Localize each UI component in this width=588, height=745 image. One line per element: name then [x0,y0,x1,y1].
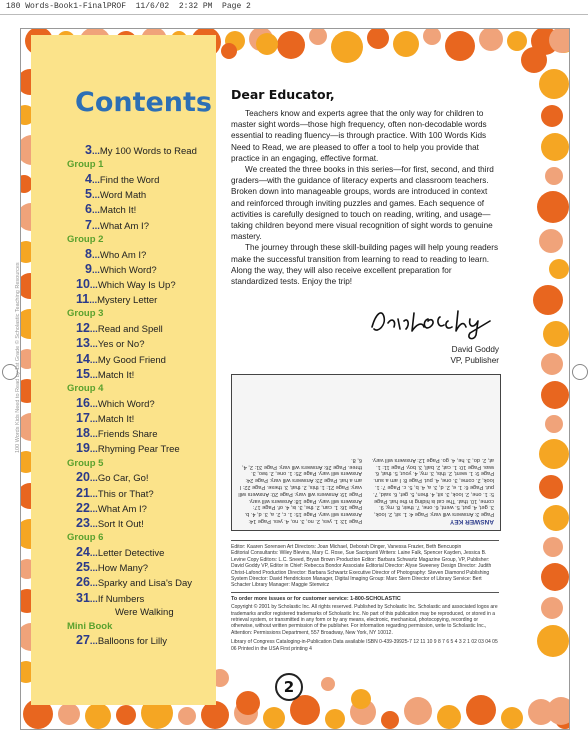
credits-rule [231,540,499,541]
copyright-text: Copyright © 2001 by Scholastic Inc. All rights reserved. Published by Scholastic Inc. Scholastic and associated logos are trademarks and/or registered trademarks of Scholastic Inc. No part of this publication may be reproduced, or stored in a retrieval system, or transmitted in any form or by any means, electronic, mechanical, photocopying, recording or otherwise, without written permission of the publisher. For information regarding permission, write to Scholastic Inc., Attention: Permissions Department, 557 Broadway, New York, NY 10012. [231,604,498,636]
decorative-dot [541,563,569,591]
contents-entry [76,470,149,484]
contents-entry [85,143,197,157]
decorative-dot [325,709,345,729]
answer-key-box [231,374,501,531]
contents-leader: ... [91,190,100,202]
contents-leader: ... [89,324,98,336]
contents-entry [76,545,164,559]
decorative-dot [58,703,80,725]
order-line: To order more issues or for customer service: 1-800-SCHOLASTIC [231,595,401,602]
decorative-dot [549,28,570,53]
contents-leader: ... [89,593,98,605]
contents-entry [76,633,167,647]
registration-mark-right [572,364,588,380]
contents-page-number: 20 [76,470,90,485]
decorative-dot [479,28,503,51]
decorative-dot [445,31,475,61]
contents-entry-title: How Many? [97,563,148,575]
contents-entry-title: Match It! [97,414,135,425]
contents-entry-title: Sparky and Lisa's Day [97,578,193,590]
contents-entry-title: Letter Detective [97,548,165,559]
contents-entry [76,426,158,440]
credits-editor: Editor: Kaaren Sorensen Art Directors: Joan Michael, Deborah Dinger, Vanessa Frazier, Beth Bencuopin [231,544,462,550]
answer-key-text: Page 3: Answers will vary. Page 4: 1. sit, 2. look, 3. get, 4. put, 5. went, 6. one, 7. their, 8. my, 9. come, 10. that. The cat is hiding in the hat. Page 5: 1. one, 2. look, 3. sit, 4. then, 5. get, 6. said, 7. put. Page 6: 1. e, 2. d, 3. a, 4. b, 5. c. Page 7: 1. look, 2. come, 3. one, 4. put. Page 8: I am a sun. Page 9: 1. went, 2. this, 3. my, 4. your, 5. that, 6. was. Page 10: 1. cat, 2. ball, 3. boy. Page 11: 1. at, 2. do, 3. he, 4. go. Page 12: Answers will vary. Page 13: 1. yes, 2. no, 3. no, 4. yes. Page 14: Answers will vary. Page 15: 1. c, 2. a, 3. d, 4. b. Page 16: 1. can, 2. the, 3. is, 4. of. Page 17: Answers will vary. Page 18: Answers will vary. Page 19: Answers will vary. Page 20: Answers will vary. Page 21: 1. this, 2. that, 3. these. Page 22: I am a hat. Page 23: Answers will vary. Page 24: Answers will vary. Page 25: 1. one, 2. two, 3. three. Page 26: Answers will vary. Page 31: 2, 4, 6, 8. [238,456,494,524]
contents-entry [76,336,144,350]
decorative-dot [236,691,260,715]
contents-page-number: 12 [76,321,90,336]
page-number: 2 [275,673,303,701]
contents-entry-title: Friends Share [97,429,158,441]
contents-page-number: 5 [85,187,92,202]
contents-entry [76,411,134,425]
contents-leader: ... [89,548,98,559]
contents-page-number: 24 [76,545,90,559]
decorative-dot [549,259,569,279]
contents-entry-title: Match It! [97,369,135,381]
decorative-dot [381,711,399,729]
credits-editorial: Editorial Consultants: Wiley Blevins, Mary C. Rose, Sue Sacripanti Writers: Laine Falk, Spencer Kayden, Jessica B. Levine Copy Editors: L.C. Sneed, Bryan Brown Production Editor: Barbara Schwartz Magazine Group, VP, Publisher: David Goddy VP, Editor in Chief: Rebecca Bondor Associate Editorial Director: Alyse Sweeney Design Director: Judith Christ-Lafond Production Director: Barbara Schwartz Executive Director of Photography: Steven Diamond Publishing System Director: David Hendrickson Manager, Digital Imaging Group: Marc Stern Director of Library Service: Bert Schacter Library Manager: Maggie Stenwicz [231,550,492,589]
contents-page-number: 6 [85,202,92,217]
side-slug: 100 Words Kids Need to Read by 1st Grade © Scholastic Teaching Resources [15,262,21,453]
contents-page-number: 11 [76,292,90,307]
header-rule [0,14,588,15]
contents-entry [85,262,157,276]
printing-info: Library of Congress Cataloging-in-Publication Data available ISBN 0-439-39925-7 12 11 10 9 8 7 6 5 4 3 2 1 02 03 04 05 06 Printed in the USA First printing 4 [231,639,498,652]
decorative-dot [404,697,432,725]
contents-leader: ... [89,398,98,410]
contents-entry-title: What Am I? [97,503,147,515]
contents-leader: ... [91,175,100,186]
contents-entry-title: Yes or No? [97,339,145,351]
contents-leader: ... [89,473,98,485]
contents-leader: ... [89,578,98,590]
contents-group-heading: Mini Book [67,620,113,632]
contents-page-number: 25 [76,560,90,575]
contents-page-number: 31 [76,590,90,605]
contents-entry [76,441,180,455]
decorative-dot [116,705,136,725]
decorative-dot [539,229,563,253]
contents-entry-title: Go Car, Go! [97,473,149,485]
answer-key-upside-down [238,381,494,524]
contents-entry-title: Which Word? [99,264,157,276]
decorative-dot [393,31,419,57]
contents-entry-title: Read and Spell [97,324,163,336]
contents-entry [76,352,166,366]
signature-name: David Goddy [451,345,499,354]
contents-entry-title: Find the Word [99,175,160,186]
contents-page-number: 21 [76,485,90,500]
contents-entry [76,575,192,589]
decorative-dot [545,167,563,185]
contents-page-number: 7 [85,217,92,232]
contents-page-number: 26 [76,575,90,590]
contents-entry [85,172,159,186]
contents-entry-title: My 100 Words to Read [99,146,197,157]
signature-block [401,345,499,366]
contents-entry [85,218,149,232]
credits-rule [231,592,499,593]
contents-page-number: 27 [76,633,90,648]
contents-entry-title: Balloons for Lilly [97,636,167,648]
decorative-dot [331,31,363,63]
decorative-dot [221,43,237,59]
contents-entry [76,277,176,291]
contents-entry [76,516,144,530]
decorative-dot [537,625,569,657]
contents-entry [76,292,157,306]
contents-entry-title: Match It! [99,205,137,217]
contents-leader: ... [89,339,98,351]
contents-leader: ... [89,444,98,456]
credits-block [231,537,499,652]
decorative-dot [547,697,570,725]
decorative-dot [541,353,563,375]
contents-leader: ... [89,414,98,425]
decorative-dot [309,28,327,45]
contents-leader: ... [91,264,100,276]
letter-paragraph: The journey through these skill-building pages will help young readers make the successful transition from learning to read to reading to learn. Along the way, they will also receive excellent preparation for standardized tests. Enjoy the trip! [231,243,499,287]
contents-page-number: 13 [76,336,90,351]
decorative-dot [256,33,278,55]
contents-page-number: 16 [76,395,90,410]
contents-page-number: 19 [76,441,90,456]
contents-page-number: 22 [76,500,90,515]
contents-entry [85,247,146,261]
contents-leader: ... [89,280,98,291]
contents-leader: ... [91,249,100,261]
contents-entry-title: This or That? [97,488,154,500]
contents-entry [85,187,146,201]
contents-leader: ... [89,636,98,648]
contents-entry [76,321,163,335]
decorative-dot [541,381,569,409]
decorative-dot [367,28,389,49]
contents-page-number: 15 [76,366,90,381]
contents-entry-title: Who Am I? [99,249,147,261]
decorative-dot [501,707,523,729]
contents-entry-title: Mystery Letter [97,295,158,307]
decorative-dot [178,707,196,725]
answer-key-heading: ANSWER KEY [449,518,494,525]
contents-panel [31,35,216,705]
contents-entry-title: What Am I? [99,220,149,232]
contents-leader: ... [89,369,98,381]
contents-leader: ... [89,563,98,575]
decorative-dot [543,505,569,531]
contents-leader: ... [91,220,100,232]
contents-leader: ... [89,295,98,307]
contents-page-number: 9 [85,261,92,276]
contents-group-heading: Group 5 [67,457,104,469]
letter [231,87,499,287]
decorative-dot [543,321,569,347]
contents-page-number: 14 [76,351,90,366]
contents-group-heading: Group 6 [67,532,104,544]
signature-role: VP, Publisher [450,355,499,365]
contents-entry-title: If Numbers [97,593,145,605]
decorative-dot [539,475,563,499]
contents-page-number: 10 [76,277,90,291]
decorative-dot [543,537,563,557]
letter-greeting: Dear Educator, [231,87,335,102]
contents-entry-title: Which Way Is Up? [97,280,176,291]
contents-leader: ... [91,205,100,217]
decorative-dot [541,105,563,127]
contents-group-heading: Group 1 [67,159,104,171]
contents-entry [85,202,136,216]
contents-leader: ... [89,429,98,441]
contents-leader: ... [91,146,100,157]
contents-group-heading: Group 2 [67,233,104,245]
decorative-dot [277,31,305,59]
decorative-dot [539,69,569,99]
contents-leader: ... [89,519,98,530]
decorative-dot [423,28,441,45]
contents-entry-title: My Good Friend [97,354,166,366]
decorative-dot [263,707,285,729]
contents-group-heading: Group 3 [67,308,104,320]
contents-entry [76,367,134,381]
contents-entry [76,560,148,574]
decorative-dot [539,439,569,469]
decorative-dot [85,703,111,729]
decorative-dot [541,133,569,161]
decorative-dot [201,701,229,729]
contents-entry [76,396,155,410]
decorative-dot [321,677,335,691]
contents-entry-title: Word Math [99,190,147,202]
decorative-dot [541,597,563,619]
signature-image [366,299,496,343]
contents-page-number: 17 [76,411,90,425]
contents-page-number: 4 [85,172,92,186]
contents-entry-title: Which Word? [97,398,155,410]
contents-entry-continued: Were Walking [115,606,174,618]
contents-entry [76,501,147,515]
contents-entry [76,486,154,500]
document-page [20,28,570,730]
decorative-dot [351,689,371,709]
letter-paragraph: We created the three books in this series—for first, second, and third graders—with the guidance of literacy experts and classroom teachers. Broken down into manageable groups, words are introduced in context and reinforced through inviting puzzles and games. Each sequence of activities is carefully designed to touch on reading, writing, and usage—taking children beyond mere visual recognition of sight words to genuine mastery. [231,165,494,242]
decorative-dot [533,285,563,315]
decorative-dot [521,47,547,73]
contents-leader: ... [89,503,98,515]
decorative-dot [545,415,563,433]
letter-paragraph: Teachers know and experts agree that the only way for children to master sight words—those high frequency, often non-decodable words essential to reading fluency—is through practice. With 100 Words Kids Need to Read, we are pleased to offer a tool to help you provide that practice in an engaging, effective format. [231,109,487,163]
contents-leader: ... [89,354,98,366]
print-header: 180 Words-Book1-FinalPROF 11/6/02 2:32 PM Page 2 [6,2,251,11]
contents-page-number: 23 [76,516,90,530]
decorative-dot [507,31,527,51]
contents-group-heading: Group 4 [67,383,104,394]
contents-page-number: 18 [76,426,90,441]
contents-page-number: 8 [85,246,92,261]
contents-page-number: 3 [85,143,92,157]
contents-entry-title: Sort It Out! [97,519,144,530]
contents-leader: ... [89,488,98,500]
decorative-dot [537,191,569,223]
contents-entry [76,591,144,605]
contents-entry-title: Rhyming Pear Tree [97,444,180,456]
contents-title: Contents [75,87,213,118]
decorative-dot [437,705,461,729]
decorative-dot [466,695,496,725]
